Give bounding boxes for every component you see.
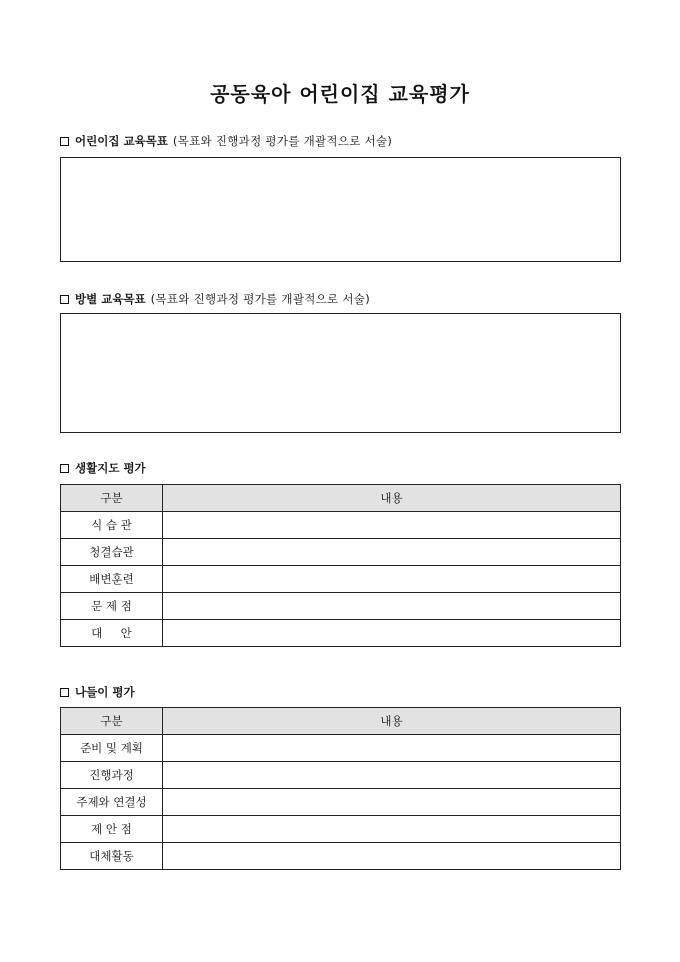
row-content-cell[interactable] [163,539,621,566]
table-row [61,593,621,620]
table-header-row [61,485,621,512]
checkbox-icon [60,464,69,473]
table-row [61,735,621,762]
section-heading-class-goal [60,291,370,307]
header-category: 구분 [61,485,163,512]
section-title: 생활지도 평가 [75,461,146,475]
section-heading-center-goal [60,133,392,149]
checkbox-icon [60,688,69,697]
row-content-cell[interactable] [163,843,621,870]
table-row [61,816,621,843]
class-goal-textbox[interactable] [60,313,621,433]
row-label: 주제와 연결성 [61,789,163,816]
section-heading-outing [60,684,140,700]
checkbox-icon [60,295,69,304]
table-header-row [61,708,621,735]
table-row [61,566,621,593]
table-row [61,789,621,816]
page-title: 공동육아 어린이집 교육평가 [210,82,470,106]
row-label: 배변훈련 [61,566,163,593]
row-label: 대체활동 [61,843,163,870]
table-row [61,512,621,539]
section-title: 나들이 평가 [75,685,135,699]
section-note: (목표와 진행과정 평가를 개괄적으로 서술) [172,134,393,148]
row-label: 대 안 [61,620,163,647]
header-category: 구분 [61,708,163,735]
outing-table [60,707,621,870]
checkbox-icon [60,137,69,146]
table-row [61,762,621,789]
row-content-cell[interactable] [163,735,621,762]
row-label: 진행과정 [61,762,163,789]
section-heading-life-guidance [60,460,151,476]
section-title: 어린이집 교육목표 [75,134,168,148]
row-content-cell[interactable] [163,816,621,843]
table-row [61,620,621,647]
row-content-cell[interactable] [163,566,621,593]
header-content: 내용 [163,708,621,735]
row-content-cell[interactable] [163,789,621,816]
table-row [61,843,621,870]
header-content: 내용 [163,485,621,512]
row-label: 문 제 점 [61,593,163,620]
section-title: 방별 교육목표 [75,292,146,306]
row-label: 제 안 점 [61,816,163,843]
row-label: 준비 및 계획 [61,735,163,762]
table-row [61,539,621,566]
row-content-cell[interactable] [163,620,621,647]
row-content-cell[interactable] [163,593,621,620]
center-goal-textbox[interactable] [60,157,621,262]
row-content-cell[interactable] [163,512,621,539]
row-content-cell[interactable] [163,762,621,789]
row-label: 청결습관 [61,539,163,566]
life-guidance-table [60,484,621,647]
row-label: 식 습 관 [61,512,163,539]
section-note: (목표와 진행과정 평가를 개괄적으로 서술) [150,292,371,306]
